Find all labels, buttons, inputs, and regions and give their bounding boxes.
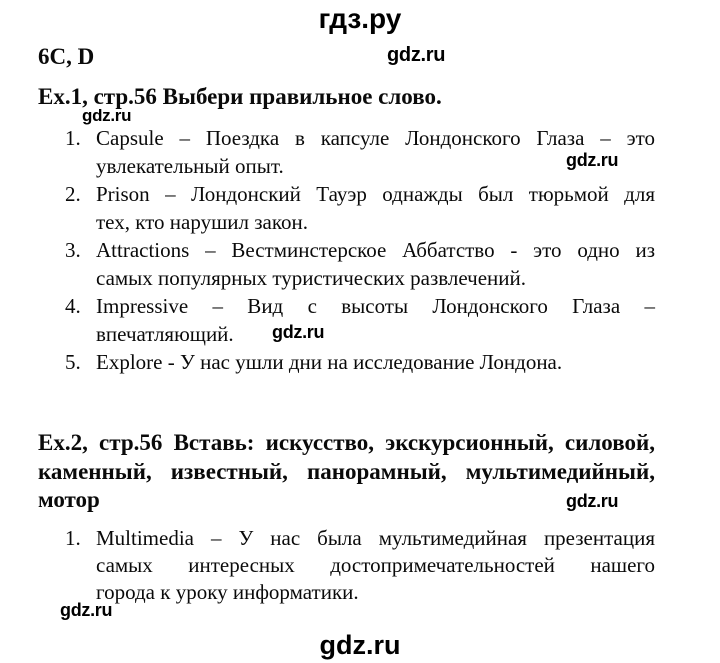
- item-number: 1.: [65, 526, 81, 550]
- item-line: Prison – Лондонский Тауэр однажды был тюрьмой для: [96, 182, 655, 206]
- title-line: мотор: [38, 487, 100, 512]
- item-line: города к уроку информатики.: [96, 580, 359, 604]
- list-item: [65, 124, 655, 180]
- item-line: самых популярных туристических развлечений.: [96, 266, 527, 290]
- watermark: gdz.ru: [387, 44, 446, 66]
- item-number: 4.: [65, 294, 81, 318]
- title-line: каменный, известный, панорамный, мультимедийный,: [38, 458, 655, 484]
- item-line: Capsule – Поездка в капсуле Лондонского Глаза – это: [96, 126, 655, 150]
- list-item: [65, 236, 655, 292]
- exercise1-title: Ex.1, стр.56 Выбери правильное слово.: [38, 84, 442, 109]
- item-number: 3.: [65, 238, 81, 262]
- item-number: 1.: [65, 126, 81, 150]
- watermark: gdz.ru: [82, 106, 132, 125]
- item-line: Attractions – Вестминстерское Аббатство - это одно из: [96, 238, 655, 262]
- exercise1-list: [65, 124, 655, 376]
- site-logo-footer: gdz.ru: [319, 630, 401, 660]
- item-number: 2.: [65, 182, 81, 206]
- item-line: самых интересных достопримечательностей нашего: [96, 553, 655, 577]
- item-line: Impressive – Вид с высоты Лондонского Глаза –: [96, 294, 655, 318]
- item-line: тех, кто нарушил закон.: [96, 210, 308, 234]
- title-line: Ex.2, стр.56 Вставь: искусство, экскурсионный, силовой,: [38, 430, 655, 455]
- watermark: gdz.ru: [566, 491, 619, 511]
- list-item: [65, 348, 655, 376]
- exercise2-title: [38, 429, 655, 515]
- watermark: gdz.ru: [566, 150, 619, 170]
- item-number: 5.: [65, 350, 81, 374]
- item-line: Explore - У нас ушли дни на исследование Лондона.: [96, 350, 563, 374]
- list-item: [65, 180, 655, 236]
- site-logo-header: гдз.ру: [318, 3, 402, 34]
- list-item: [65, 292, 655, 348]
- item-line: увлекательный опыт.: [96, 154, 284, 178]
- list-item: [65, 525, 655, 606]
- watermark: gdz.ru: [272, 322, 325, 342]
- item-line: впечатляющий.: [96, 322, 234, 346]
- section-label: 6C, D: [38, 44, 95, 69]
- exercise2-list: [65, 525, 655, 606]
- watermark: gdz.ru: [60, 600, 113, 620]
- item-line: Multimedia – У нас была мультимедийная презентация: [96, 526, 655, 550]
